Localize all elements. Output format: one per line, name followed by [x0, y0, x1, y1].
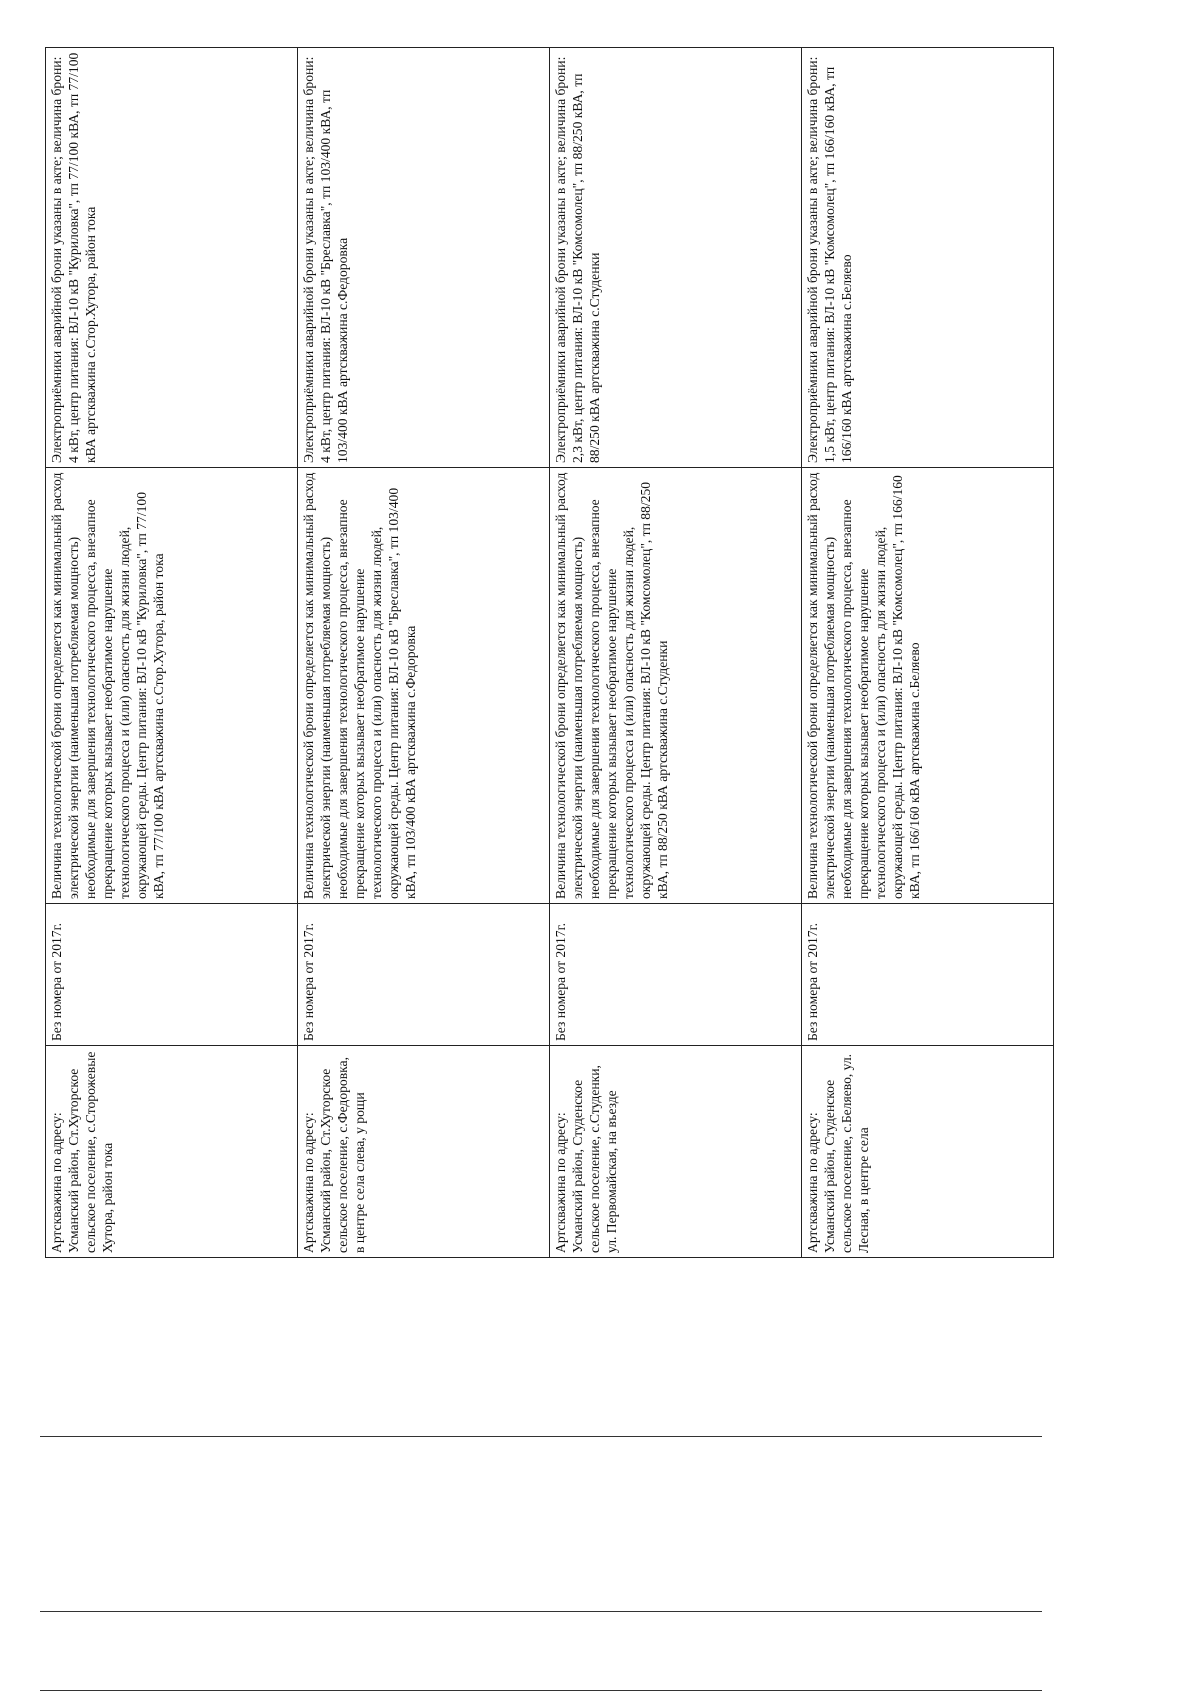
- reservation-table: [45, 47, 1054, 1258]
- object-address-cell: Артскважина по адресу: Усманский район, Студенское сельское поселение, с.Беляево, ул. Лесная, в центре села: [802, 1046, 1054, 1258]
- technological-reserve-cell: Величина технологической брони определяется как минимальный расход электрической энергии (наименьшая потребляемая мощность) необходимые для завершения технологического процесса, внезапное прекращение которых вызывает необратимое нарушение технологического процесса и (или) опасность для жизни людей, окружающей среды. Центр питания: ВЛ-10 кВ "Куриловка", тп 77/100 кВА, тп 77/100 кВА артскважина с.Стор.Хутора, район тока: [46, 468, 298, 904]
- technological-reserve-cell: Величина технологической брони определяется как минимальный расход электрической энергии (наименьшая потребляемая мощность) необходимые для завершения технологического процесса, внезапное прекращение которых вызывает необратимое нарушение технологического процесса и (или) опасность для жизни людей, окружающей среды. Центр питания: ВЛ-10 кВ "Комсомолец", тп 166/160 кВА, тп 166/160 кВА артскважина с.Беляево: [802, 468, 1054, 904]
- rotated-table-page: [45, 48, 1055, 1258]
- object-address-cell: Артскважина по адресу: Усманский район, Ст.Хуторское сельское поселение, с.Федоровка, в центре села слева, у рощи: [298, 1046, 550, 1258]
- act-number-cell: Без номера от 2017г.: [802, 904, 1054, 1046]
- act-number-cell: Без номера от 2017г.: [46, 904, 298, 1046]
- table-row: [802, 48, 1054, 1258]
- object-address-cell: Артскважина по адресу: Усманский район, Ст.Хуторское сельское поселение, с.Сторожевые Хутора, район тока: [46, 1046, 298, 1258]
- table-row: [298, 48, 550, 1258]
- object-address-cell: Артскважина по адресу: Усманский район, Студенское сельское поселение, с.Студенки, ул. Первомайская, на въезде: [550, 1046, 802, 1258]
- emergency-reserve-cell: Электроприёмники аварийной брони указаны в акте; величина брони: 4 кВт, центр питания: ВЛ-10 кВ "Бреславка", тп 103/400 кВА, тп 103/400 кВА артскважина с.Федоровка: [298, 48, 550, 468]
- emergency-reserve-cell: Электроприёмники аварийной брони указаны в акте; величина брони: 2,3 кВт, центр питания: ВЛ-10 кВ "Комсомолец", тп 88/250 кВА, тп 88/250 кВА артскважина с.Студенки: [550, 48, 802, 468]
- horizontal-rule: [40, 1611, 1042, 1612]
- emergency-reserve-cell: Электроприёмники аварийной брони указаны в акте; величина брони: 4 кВт, центр питания: ВЛ-10 кВ "Куриловка", тп 77/100 кВА, тп 77/100 кВА артскважина с.Стор.Хутора, район тока: [46, 48, 298, 468]
- table-row: [550, 48, 802, 1258]
- act-number-cell: Без номера от 2017г.: [298, 904, 550, 1046]
- emergency-reserve-cell: Электроприёмники аварийной брони указаны в акте; величина брони: 1,5 кВт, центр питания: ВЛ-10 кВ "Комсомолец", тп 166/160 кВА, тп 166/160 кВА артскважина с.Беляево: [802, 48, 1054, 468]
- horizontal-rule: [40, 1436, 1042, 1437]
- technological-reserve-cell: Величина технологической брони определяется как минимальный расход электрической энергии (наименьшая потребляемая мощность) необходимые для завершения технологического процесса, внезапное прекращение которых вызывает необратимое нарушение технологического процесса и (или) опасность для жизни людей, окружающей среды. Центр питания: ВЛ-10 кВ "Бреславка", тп 103/400 кВА, тп 103/400 кВА артскважина с.Федоровка: [298, 468, 550, 904]
- technological-reserve-cell: Величина технологической брони определяется как минимальный расход электрической энергии (наименьшая потребляемая мощность) необходимые для завершения технологического процесса, внезапное прекращение которых вызывает необратимое нарушение технологического процесса и (или) опасность для жизни людей, окружающей среды. Центр питания: ВЛ-10 кВ "Комсомолец", тп 88/250 кВА, тп 88/250 кВА артскважина с.Студенки: [550, 468, 802, 904]
- horizontal-rule: [40, 1690, 1042, 1691]
- table-row: [46, 48, 298, 1258]
- act-number-cell: Без номера от 2017г.: [550, 904, 802, 1046]
